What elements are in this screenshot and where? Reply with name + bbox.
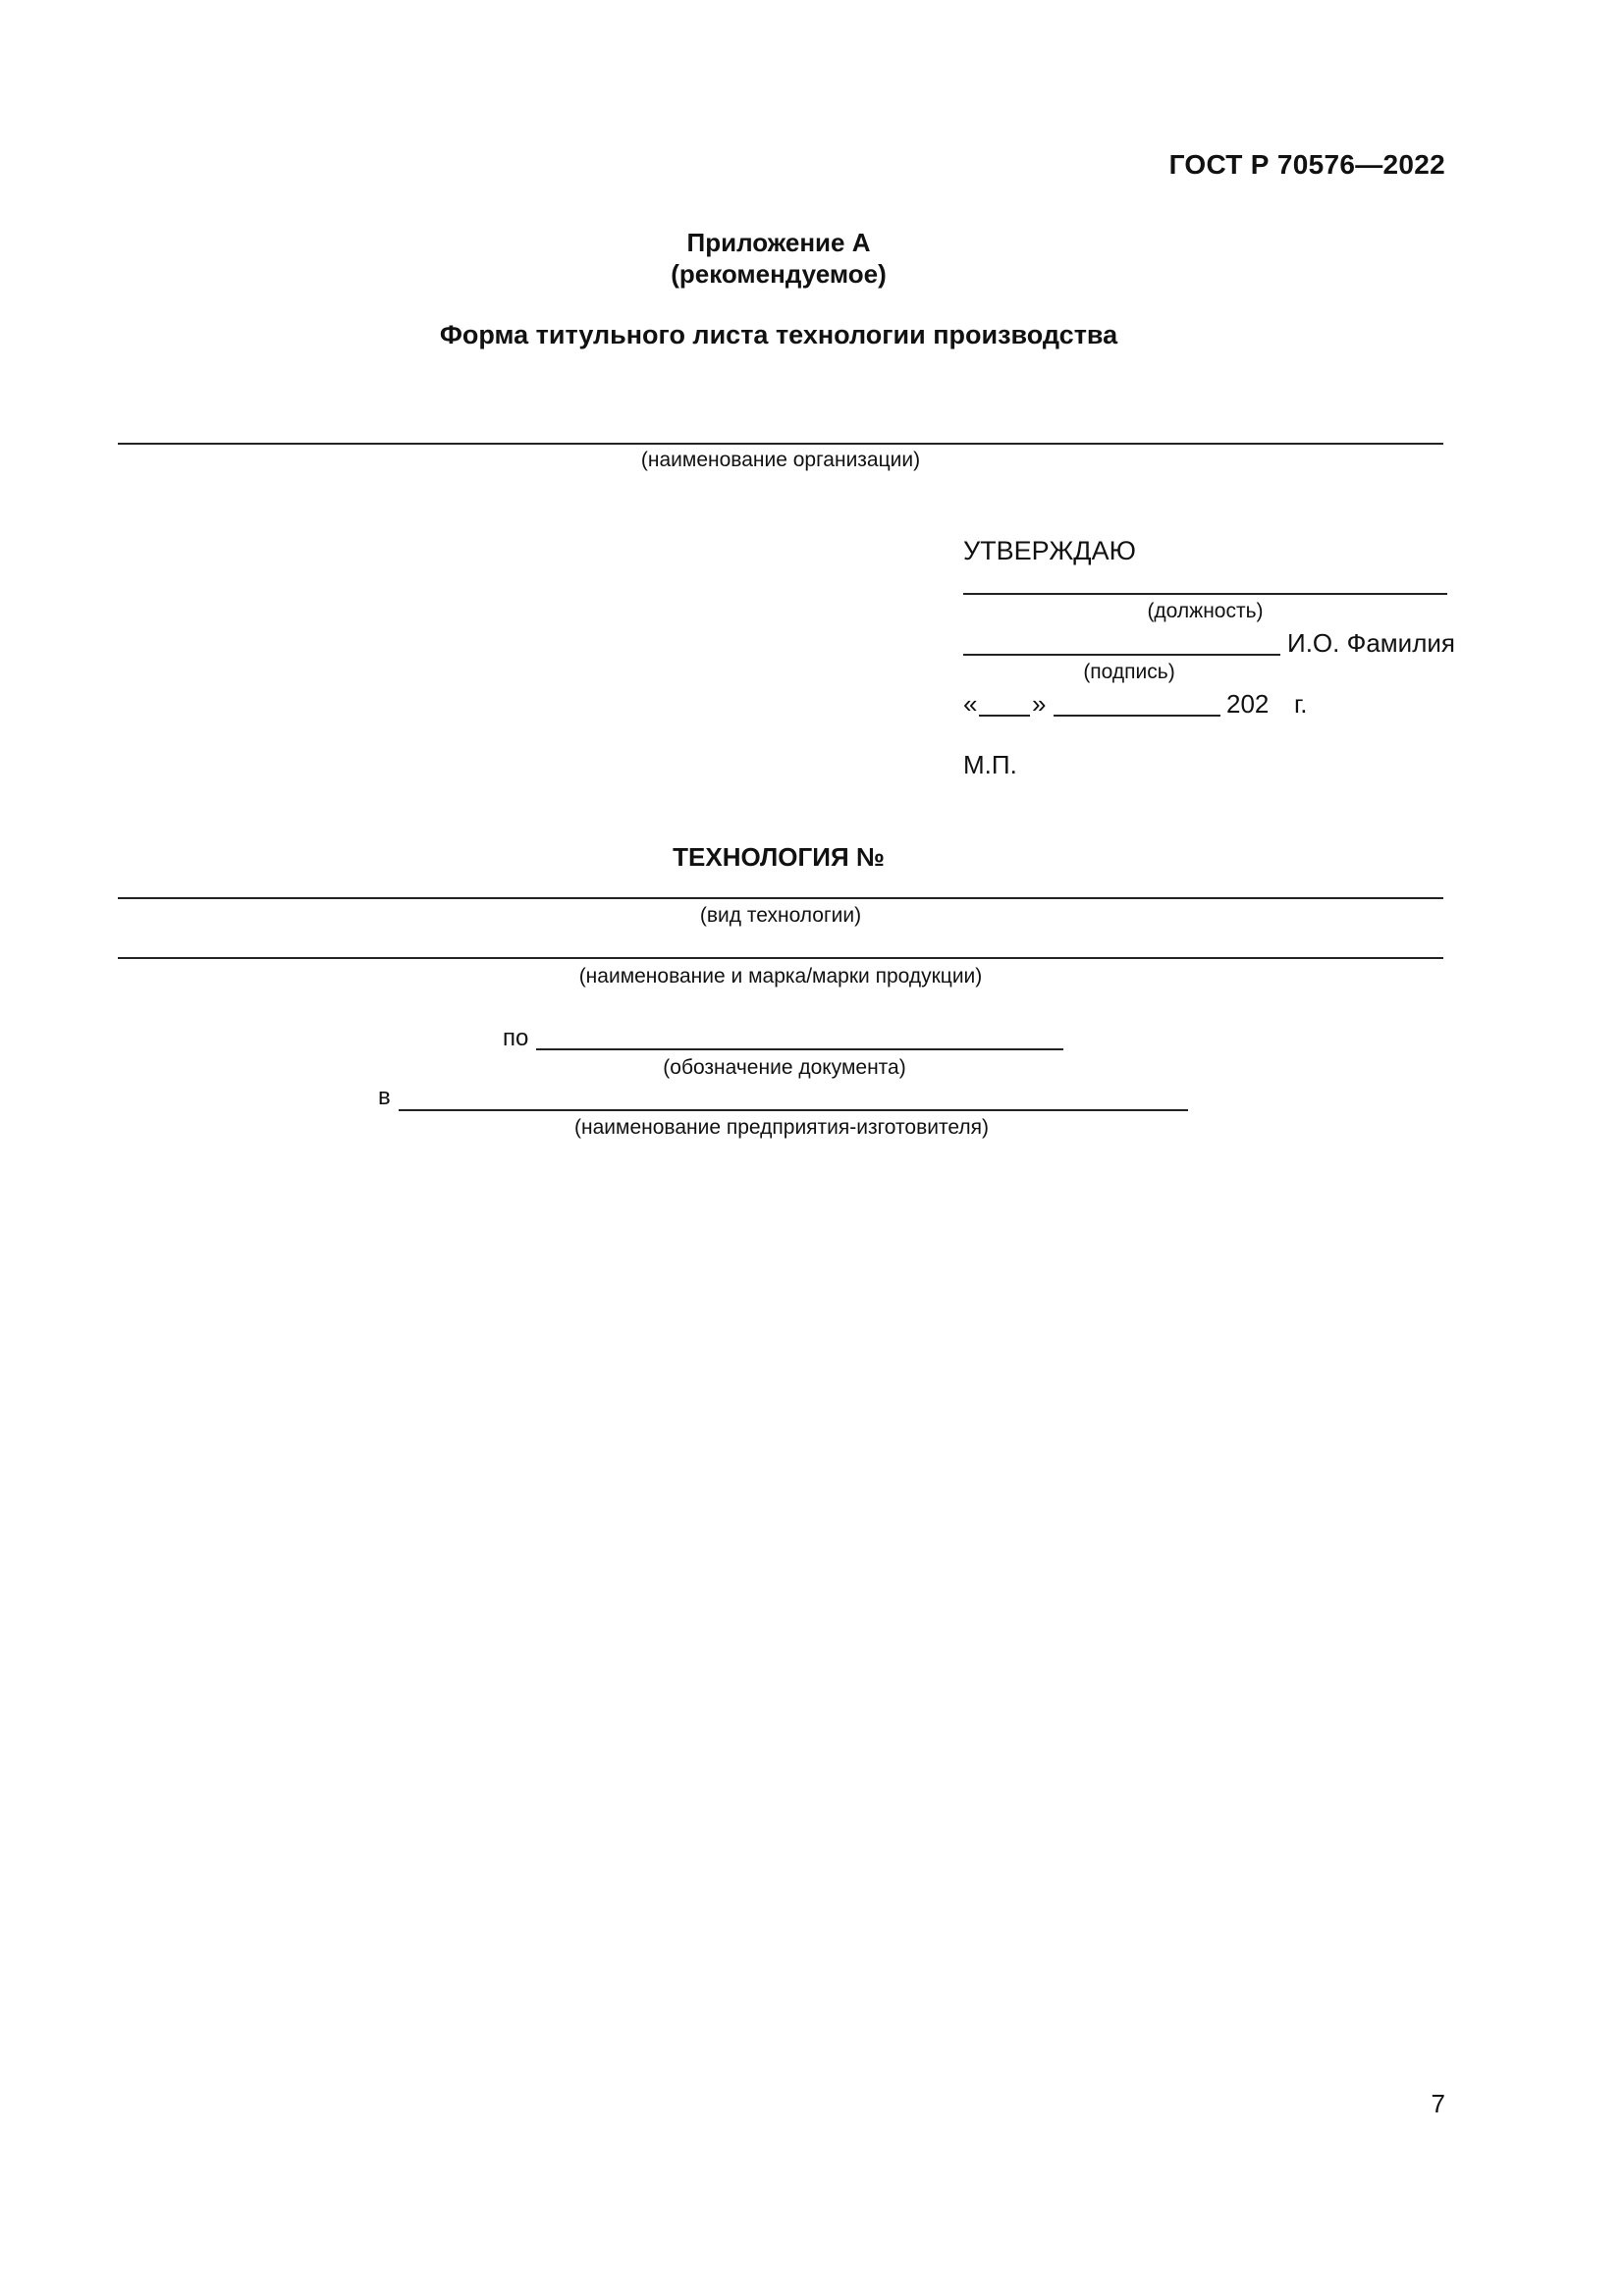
organization-line	[118, 443, 1443, 445]
date-open-quote: «	[963, 689, 978, 719]
date-close-quote: »	[1032, 689, 1047, 719]
document-line	[536, 1048, 1063, 1050]
product-caption: (наименование и марка/марки продукции)	[578, 965, 983, 988]
position-line	[963, 593, 1447, 595]
manufacturer-prefix: в	[378, 1084, 391, 1110]
technology-type-line	[118, 897, 1443, 899]
manufacturer-line	[399, 1109, 1188, 1111]
date-year-suffix: г.	[1294, 689, 1308, 719]
position-caption: (должность)	[1147, 600, 1264, 622]
date-day-line	[979, 715, 1030, 717]
signature-line	[963, 654, 1280, 656]
form-title: Форма титульного листа технологии производства	[439, 320, 1118, 349]
signatory-name: И.О. Фамилия	[1287, 628, 1455, 658]
technology-title: ТЕХНОЛОГИЯ №	[673, 842, 885, 872]
organization-caption: (наименование организации)	[640, 449, 921, 471]
approval-heading: УТВЕРЖДАЮ	[963, 536, 1136, 565]
appendix-title: Приложение А	[686, 228, 871, 257]
date-month-line	[1054, 715, 1220, 717]
standard-code: ГОСТ Р 70576—2022	[1168, 149, 1445, 180]
date-year-prefix: 202	[1226, 689, 1270, 719]
appendix-status: (рекомендуемое)	[671, 259, 887, 289]
signature-caption: (подпись)	[1083, 661, 1175, 683]
by-document-prefix: по	[503, 1025, 529, 1051]
product-line	[118, 957, 1443, 959]
seal-placeholder: М.П.	[963, 750, 1017, 779]
technology-type-caption: (вид технологии)	[699, 904, 862, 927]
page-number: 7	[1431, 2089, 1445, 2118]
document-caption: (обозначение документа)	[663, 1056, 906, 1079]
manufacturer-caption: (наименование предприятия-изготовителя)	[574, 1116, 989, 1139]
